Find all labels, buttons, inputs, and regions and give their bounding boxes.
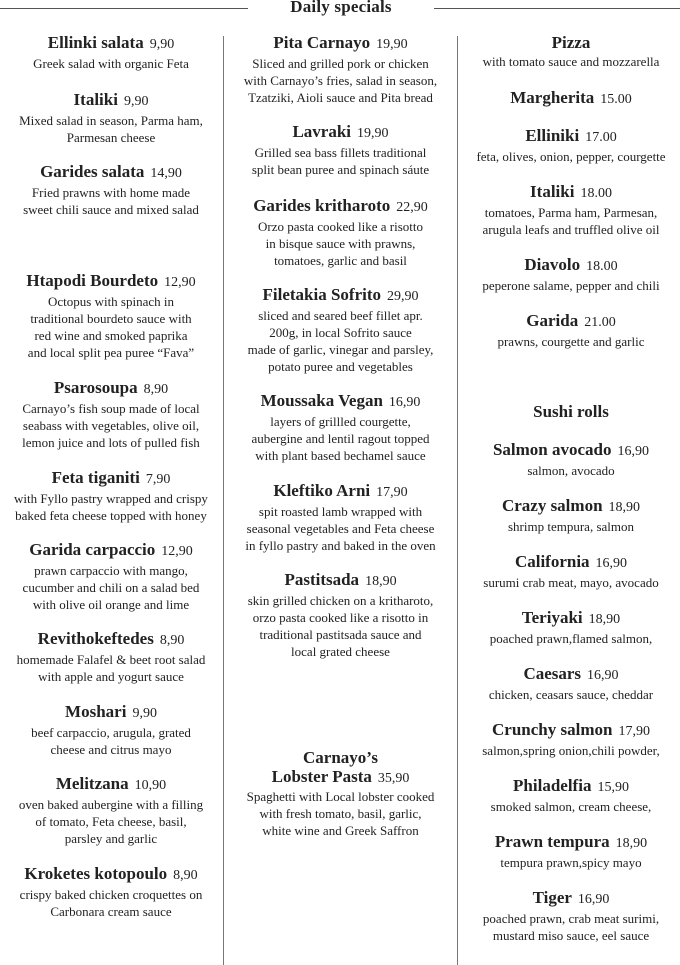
dish-title: Crazy salmon	[501, 496, 603, 515]
description-line: Mixed salad in season, Parma ham,	[19, 113, 203, 128]
dish-name	[462, 776, 680, 798]
menu-item	[0, 629, 222, 685]
menu-item	[462, 255, 680, 294]
dish-title: Caesars	[523, 664, 582, 683]
dish-name	[0, 540, 222, 562]
dish-name	[462, 496, 680, 518]
description-line: crispy baked chicken croquettes on	[19, 887, 203, 902]
menu-item	[462, 776, 680, 815]
description-line: of tomato, Feta cheese, basil,	[35, 814, 187, 829]
description-line: sliced and seared beef fillet apr.	[258, 308, 423, 323]
dish-title: California	[514, 552, 590, 571]
section-title: Sushi rolls	[533, 402, 609, 421]
description-line: poached prawn,flamed salmon,	[489, 631, 653, 646]
description-line: layers of grillled courgette,	[270, 414, 411, 429]
description-line: with Fyllo pastry wrapped and crispy	[14, 491, 208, 506]
dish-price: 21.00	[584, 315, 616, 330]
dish-description	[462, 854, 680, 871]
header-rule-right	[434, 8, 680, 9]
description-line: in fyllo pastry and baked in the oven	[245, 538, 436, 553]
dish-name	[224, 391, 457, 413]
dish-price: 7,90	[145, 472, 171, 487]
menu-item	[0, 468, 222, 524]
dish-title: Salmon avocado	[492, 440, 612, 459]
dish-title: Elliniki	[525, 126, 580, 145]
menu-item	[462, 720, 680, 759]
column-divider-right	[457, 36, 458, 965]
description-line: aubergine and lentil ragout topped	[251, 431, 430, 446]
description-line: surumi crab meat, mayo, avocado	[483, 575, 659, 590]
dish-description	[462, 630, 680, 647]
dish-name	[224, 481, 457, 503]
dish-title: Pita Carnayo	[273, 33, 371, 52]
dish-price: 18.00	[580, 186, 612, 201]
dish-title: Lobster Pasta	[271, 767, 372, 786]
menu-item	[462, 552, 680, 591]
menu-item	[462, 126, 680, 165]
header	[0, 0, 680, 18]
dish-description	[0, 651, 222, 685]
description-line: salmon,spring onion,chili powder,	[482, 743, 660, 758]
dish-price: 10,90	[134, 778, 167, 793]
dish-title: Pastitsada	[284, 570, 360, 589]
menu-item	[462, 664, 680, 703]
description-line: tempura prawn,spicy mayo	[500, 855, 642, 870]
dish-description	[462, 148, 680, 165]
description-line: feta, olives, onion, pepper, courgette	[476, 149, 666, 164]
dish-name	[0, 864, 222, 886]
description-line: orzo pasta cooked like a risotto in	[252, 610, 429, 625]
dish-price: 12,90	[164, 275, 196, 290]
description-line: spit roasted lamb wrapped with	[258, 504, 423, 519]
dish-name	[0, 629, 222, 651]
dish-description	[462, 798, 680, 815]
description-line: prawns, courgette and garlic	[497, 334, 645, 349]
menu-item	[462, 182, 680, 238]
dish-description	[0, 724, 222, 758]
dish-description	[0, 293, 222, 361]
dish-name	[224, 285, 457, 307]
dish-price: 9,90	[132, 706, 157, 721]
dish-title: Moussaka Vegan	[260, 391, 383, 410]
dish-title: Italiki	[530, 182, 575, 201]
description-line: 200g, in local Sofrito sauce	[269, 325, 412, 340]
dish-name	[0, 774, 222, 796]
description-line: lemon juice and lots of pulled fish	[22, 435, 200, 450]
dish-description	[0, 490, 222, 524]
menu-item-lobster-pasta	[224, 748, 457, 839]
description-line: with plant based bechamel sauce	[255, 448, 426, 463]
dish-description	[224, 218, 457, 269]
description-line: in bisque sauce with prawns,	[265, 236, 416, 251]
dish-description	[0, 796, 222, 847]
dish-price: 18,90	[365, 574, 397, 589]
dish-title: Moshari	[65, 702, 127, 721]
header-rule-left	[0, 8, 248, 9]
description-line: seasonal vegetables and Feta cheese	[246, 521, 435, 536]
menu-item	[224, 481, 457, 554]
section-title: Pizza	[551, 33, 591, 52]
dish-price: 15.00	[600, 92, 632, 107]
dish-name	[462, 126, 680, 148]
description-line: and local split pea puree “Fava”	[27, 345, 195, 360]
dish-price: 16,90	[587, 668, 619, 683]
dish-description	[224, 413, 457, 464]
dish-name	[224, 122, 457, 144]
dish-title: Feta tiganiti	[51, 468, 140, 487]
dish-price: 8,90	[173, 868, 198, 883]
dish-price: 18,90	[615, 836, 648, 851]
menu-item	[462, 440, 680, 479]
dish-description	[0, 184, 222, 218]
dish-name	[224, 767, 457, 788]
description-line: homemade Falafel & beet root salad	[16, 652, 206, 667]
dish-name	[0, 90, 222, 112]
description-line: red wine and smoked paprika	[34, 328, 188, 343]
dish-price: 18.00	[586, 259, 618, 274]
menu-item	[0, 864, 222, 920]
dish-description	[462, 204, 680, 238]
menu-item	[0, 162, 222, 218]
description-line: Parmesan cheese	[66, 130, 156, 145]
dish-price: 14,90	[150, 166, 182, 181]
dish-name	[0, 468, 222, 490]
dish-description	[224, 503, 457, 554]
dish-description	[462, 333, 680, 350]
description-line: cheese and citrus mayo	[50, 742, 172, 757]
dish-title: Kleftiko Arni	[273, 481, 371, 500]
description-line: oven baked aubergine with a filling	[18, 797, 204, 812]
description-line: traditional bourdeto sauce with	[30, 311, 192, 326]
menu-item	[462, 311, 680, 350]
dish-title: Diavolo	[524, 255, 581, 274]
dish-description	[462, 277, 680, 294]
dish-price: 9,90	[149, 37, 175, 52]
dish-title: Garida	[526, 311, 579, 330]
dish-title: Lavraki	[292, 122, 352, 141]
dish-description	[462, 574, 680, 591]
description-line: tomatoes, garlic and basil	[274, 253, 407, 268]
dish-description	[0, 400, 222, 451]
description-line: Spaghetti with Local lobster cooked	[246, 789, 435, 804]
description-line: Carnayo’s fish soup made of local	[22, 401, 200, 416]
dish-title: Garides kritharoto	[253, 196, 391, 215]
sushi-section-header	[462, 402, 680, 422]
dish-name	[462, 888, 680, 910]
description-line: beef carpaccio, arugula, grated	[31, 725, 191, 740]
dish-name	[462, 664, 680, 686]
description-line: Orzo pasta cooked like a risotto	[258, 219, 423, 234]
description-line: Sliced and grilled pork or chicken	[252, 56, 429, 71]
description-line: with fresh tomato, basil, garlic,	[259, 806, 422, 821]
description-line: split bean puree and spinach sáute	[251, 162, 430, 177]
description-line: skin grilled chicken on a kritharoto,	[247, 593, 434, 608]
dish-title: Htapodi Bourdeto	[26, 271, 159, 290]
dish-name	[462, 552, 680, 574]
description-line: parsley and garlic	[64, 831, 158, 846]
dish-title: Filetakia Sofrito	[262, 285, 381, 304]
dish-name	[0, 162, 222, 184]
description-line: Grilled sea bass fillets traditional	[254, 145, 427, 160]
dish-title: Garida carpaccio	[29, 540, 156, 559]
dish-price: 17,90	[376, 485, 408, 500]
dish-title: Teriyaki	[521, 608, 583, 627]
menu-item	[0, 33, 222, 72]
dish-description	[462, 686, 680, 703]
dish-price: 18,90	[608, 500, 641, 515]
dish-price: 16,90	[595, 556, 628, 571]
description-line: poached prawn, crab meat surimi,	[482, 911, 660, 926]
dish-title: Philadelfia	[513, 776, 592, 795]
dish-name	[462, 255, 680, 277]
menu-item	[0, 540, 222, 613]
description-line: shrimp tempura, salmon	[507, 519, 634, 534]
dish-price: 18,90	[588, 612, 621, 627]
description-line: traditional pastitsada sauce and	[259, 627, 422, 642]
menu-item	[462, 832, 680, 871]
description-line: seabass with vegetables, olive oil,	[22, 418, 200, 433]
dish-price: 17,90	[618, 724, 650, 739]
dish-price: 8,90	[143, 382, 169, 397]
dish-name	[462, 182, 680, 204]
menu-item	[462, 888, 680, 944]
dish-description	[462, 462, 680, 479]
dish-title: Psarosoupa	[53, 378, 138, 397]
dish-name	[462, 832, 680, 854]
dish-title: Carnayo’s	[303, 748, 378, 767]
description-line: Carbonara cream sauce	[50, 904, 172, 919]
description-line: Fried prawns with home made	[31, 185, 191, 200]
description-line: local grated cheese	[291, 644, 390, 659]
dish-name	[0, 378, 222, 400]
menu-item	[224, 122, 457, 178]
dish-name	[462, 720, 680, 742]
dish-description	[0, 112, 222, 146]
dish-description	[462, 518, 680, 535]
menu-item	[0, 378, 222, 451]
pizza-section-header	[462, 33, 680, 70]
description-line: sweet chili sauce and mixed salad	[23, 202, 199, 217]
dish-description	[462, 910, 680, 944]
menu-item	[462, 608, 680, 647]
description-line: cucumber and chili on a salad bed	[22, 580, 200, 595]
description-line: potato puree and vegetables	[268, 359, 413, 374]
description-line: smoked salmon, cream cheese,	[490, 799, 652, 814]
dish-name	[462, 88, 680, 110]
description-line: made of garlic, vinegar and parsley,	[247, 342, 434, 357]
dish-name	[462, 440, 680, 462]
dish-title: Garides salata	[40, 162, 145, 181]
dish-name	[462, 311, 680, 333]
dish-price: 35,90	[377, 771, 410, 786]
menu-item	[224, 196, 457, 269]
dish-title: Crunchy salmon	[492, 720, 613, 739]
description-line: baked feta cheese topped with honey	[15, 508, 207, 523]
description-line: white wine and Greek Saffron	[262, 823, 419, 838]
dish-price: 29,90	[387, 289, 419, 304]
dish-description	[224, 55, 457, 106]
dish-price: 8,90	[159, 633, 185, 648]
dish-title: Melitzana	[55, 774, 129, 793]
dish-title: Italiki	[73, 90, 118, 109]
dish-description	[224, 144, 457, 178]
dish-title: Revithokeftedes	[37, 629, 154, 648]
dish-description	[0, 886, 222, 920]
dish-description	[462, 742, 680, 759]
description-line: Octopus with spinach in	[47, 294, 174, 309]
dish-price: 22,90	[396, 200, 428, 215]
dish-title: Tiger	[532, 888, 572, 907]
description-line: prawn carpaccio with mango,	[34, 563, 188, 578]
dish-name	[224, 748, 457, 767]
dish-title: Kroketes kotopoulo	[24, 864, 168, 883]
description-line: arugula leafs and truffled olive oil	[482, 222, 660, 237]
description-line: Greek salad with organic Feta	[33, 56, 189, 71]
menu-item	[0, 90, 222, 146]
dish-price: 16,90	[617, 444, 650, 459]
dish-name	[224, 570, 457, 592]
dish-description	[0, 55, 222, 72]
dish-price: 16,90	[577, 892, 610, 907]
description-line: chicken, ceasars sauce, cheddar	[488, 687, 654, 702]
dish-title: Ellinki salata	[47, 33, 144, 52]
dish-price: 12,90	[161, 544, 193, 559]
description-line: Tzatziki, Aioli sauce and Pita bread	[248, 90, 433, 105]
menu-item	[462, 496, 680, 535]
dish-name	[0, 271, 222, 293]
description-line: salmon, avocado	[527, 463, 615, 478]
dish-title: Margherita	[510, 88, 595, 107]
dish-price: 17.00	[585, 130, 617, 145]
dish-name	[0, 33, 222, 55]
description-line: mustard miso sauce, eel sauce	[492, 928, 650, 943]
dish-price: 19,90	[357, 126, 389, 141]
dish-name	[0, 702, 222, 724]
dish-description	[0, 562, 222, 613]
menu-item	[224, 33, 457, 106]
description-line: with olive oil orange and lime	[32, 597, 190, 612]
menu-item	[224, 285, 457, 375]
dish-title: Prawn tempura	[494, 832, 610, 851]
description-line: tomatoes, Parma ham, Parmesan,	[484, 205, 658, 220]
dish-price: 15,90	[597, 780, 629, 795]
description-line: with Carnayo’s fries, salad in season,	[243, 73, 438, 88]
dish-name	[224, 33, 457, 55]
dish-description	[224, 788, 457, 839]
dish-price: 19,90	[376, 37, 408, 52]
menu-item	[0, 702, 222, 758]
description-line: with apple and yogurt sauce	[38, 669, 184, 684]
dish-description	[224, 592, 457, 660]
dish-description	[224, 307, 457, 375]
dish-price: 16,90	[388, 395, 421, 410]
description-line: peperone salame, pepper and chili	[482, 278, 660, 293]
dish-name	[224, 196, 457, 218]
menu-item	[224, 391, 457, 464]
dish-price: 9,90	[123, 94, 149, 109]
menu-item	[462, 88, 680, 110]
dish-name	[462, 608, 680, 630]
menu-item	[224, 570, 457, 660]
section-subtitle: with tomato sauce and mozzarella	[482, 54, 660, 69]
page-title: Daily specials	[290, 0, 392, 16]
menu-item	[0, 271, 222, 361]
menu-item	[0, 774, 222, 847]
